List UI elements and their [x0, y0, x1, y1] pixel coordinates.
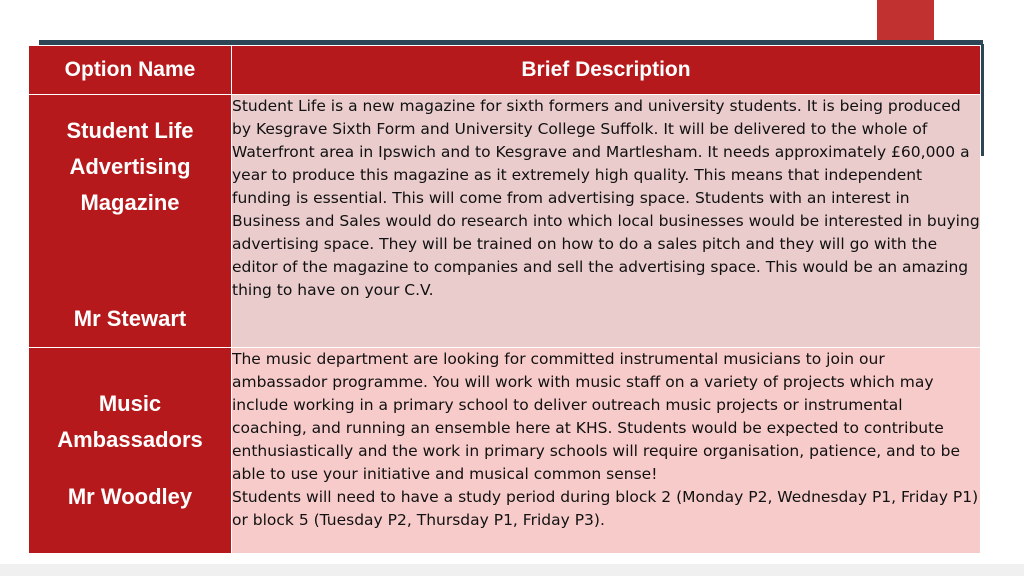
option-name-cell — [29, 348, 232, 554]
option-name-header: Option Name — [29, 46, 232, 95]
description-text: The music department are looking for committed instrumental musicians to join our ambassador programme. You will work with music staff on a variety of projects which may include working in a primary school to deliver outreach music projects or instrumental coaching, and running an ensemble here at KHS. Students would be expected to contribute enthusiastically and the work in primary schools will require organisation, patience, and to be able to use your initiative and musical common sense! — [232, 350, 961, 483]
option-title — [29, 348, 231, 458]
option-title-line: Student Life — [66, 118, 194, 143]
option-title-line: Music — [98, 391, 162, 416]
brief-description-header: Brief Description — [232, 46, 981, 95]
option-title — [29, 95, 231, 221]
teacher-name: Mr Woodley — [67, 484, 193, 509]
option-title-line: Magazine — [80, 190, 180, 215]
option-name-cell — [29, 95, 232, 348]
teacher-name: Mr Stewart — [73, 306, 187, 331]
description-cell — [232, 348, 981, 554]
bottom-strip — [0, 564, 1024, 576]
option-title-line: Advertising — [69, 154, 191, 179]
description-extra-text: Students will need to have a study period during block 2 (Monday P2, Wednesday P1, Friday P1) or block 5 (Tuesday P2, Thursday P1, Friday P3). — [232, 488, 979, 529]
table-row — [29, 348, 981, 554]
accent-tab — [877, 0, 934, 44]
options-table — [28, 45, 981, 554]
table-row — [29, 95, 981, 348]
option-title-line: Ambassadors — [57, 427, 203, 452]
description-text: Student Life is a new magazine for sixth formers and university students. It is being produced by Kesgrave Sixth Form and University College Suffolk. It will be delivered to the whole of Waterfront area in Ipswich and to Kesgrave and Martlesham. It needs approximately £60,000 a year to produce this magazine as it extremely high quality. This means that independent funding is essential. This will come from advertising space. Students with an interest in Business and Sales would do research into which local businesses would be interested in buying advertising space. They will be trained on how to do a sales pitch and they will go with the editor of the magazine to companies and sell the advertising space. This would be an amazing thing to have on your C.V. — [232, 97, 980, 299]
header-row — [29, 46, 981, 95]
description-cell — [232, 95, 981, 348]
